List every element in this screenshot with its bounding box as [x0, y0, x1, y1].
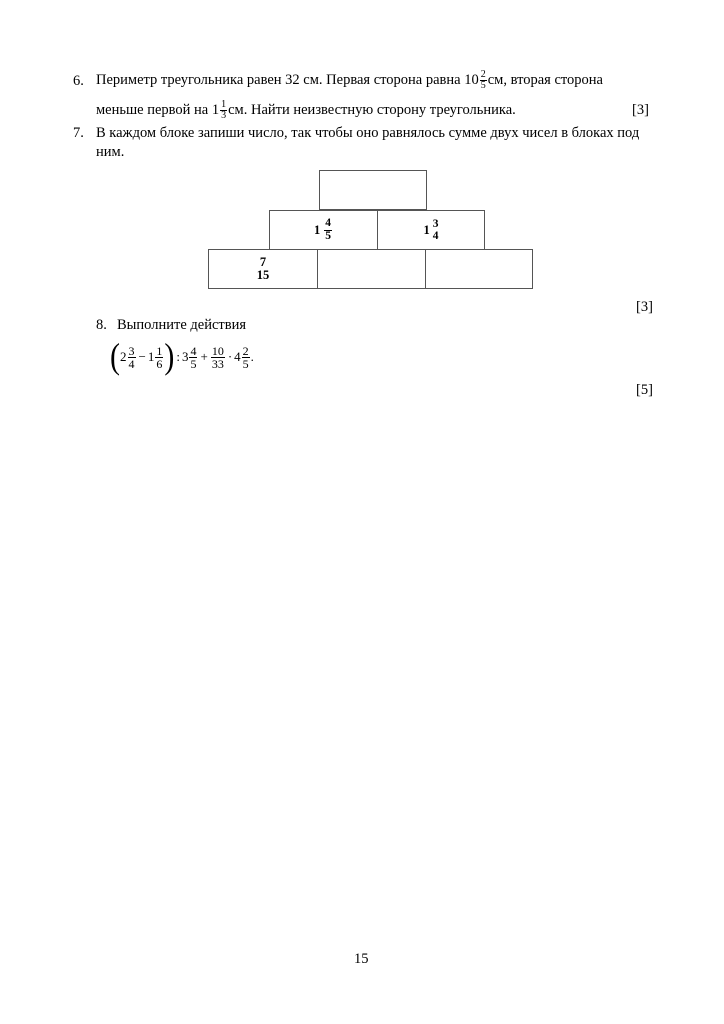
task6-fraction-2-5: $\frac{2}{5}$ — [480, 68, 486, 91]
task8-score: [5] — [636, 382, 653, 398]
fraction-4-5: $\frac{4}{5}$ — [190, 343, 197, 371]
task6-line2-text-a: меньше первой на 1 — [96, 102, 220, 118]
task8-number: 8. — [96, 317, 107, 333]
task8-title: Выполните действия — [117, 317, 247, 333]
fraction-3-4: $\frac{3}{4}$ — [128, 343, 135, 371]
task6-number: 6. — [73, 73, 84, 89]
task6-line2 — [96, 94, 516, 126]
middle-right-whole: 1 — [423, 222, 430, 237]
page-number: 15 — [354, 951, 369, 967]
pyramid-block-middle-left[interactable] — [269, 210, 378, 250]
plus-sign: + — [200, 349, 208, 364]
task8-expression: ( 2 $\frac{3}{4}$ − 1 $\frac{1}{6}$ ) : 3 $\frac{4}{5}$ + $\frac{10}{33}$ · 4 $\frac{2}{5}$ . — [110, 336, 254, 377]
task6-line1-text-b: см, вторая сторона — [487, 72, 603, 88]
task7-line1: В каждом блоке запиши число, так чтобы оно равнялось сумме двух чисел в блоках под — [96, 125, 640, 141]
pyramid-block-middle-right[interactable] — [377, 210, 485, 250]
task6-line1 — [96, 64, 603, 96]
multiply-sign: · — [227, 349, 233, 364]
pyramid-block-bottom-left[interactable] — [208, 249, 318, 289]
task6-fraction-1-3: $\frac{1}{3}$ — [221, 98, 227, 121]
pyramid-block-bottom-middle[interactable] — [317, 249, 426, 289]
task6-score: [3] — [632, 102, 649, 118]
middle-right-fraction: 3 4 — [432, 217, 439, 242]
task7-line2: ним. — [96, 144, 125, 160]
task6-line2-text-b: см. Найти неизвестную сторону треугольника. — [228, 102, 516, 118]
minus-sign: − — [138, 349, 146, 364]
division-sign: : — [176, 349, 180, 364]
task7-score: [3] — [636, 299, 653, 315]
task7-number: 7. — [73, 125, 84, 141]
pyramid-block-bottom-right[interactable] — [425, 249, 533, 289]
fraction-2-5: $\frac{2}{5}$ — [242, 343, 249, 371]
left-paren: ( — [110, 336, 120, 377]
fraction-1-6: $\frac{1}{6}$ — [156, 343, 163, 371]
bottom-left-fraction: 7 15 — [256, 254, 270, 282]
right-paren: ) — [164, 336, 175, 377]
middle-left-fraction: $\frac{4}{5}$ — [325, 217, 331, 242]
task6-line1-text-a: Периметр треугольника равен 32 см. Первая сторона равна 10 — [96, 72, 479, 88]
fraction-10-33: $\frac{10}{33}$ — [211, 343, 224, 371]
middle-left-whole: 1 — [314, 222, 321, 237]
pyramid-block-top[interactable] — [319, 170, 427, 210]
